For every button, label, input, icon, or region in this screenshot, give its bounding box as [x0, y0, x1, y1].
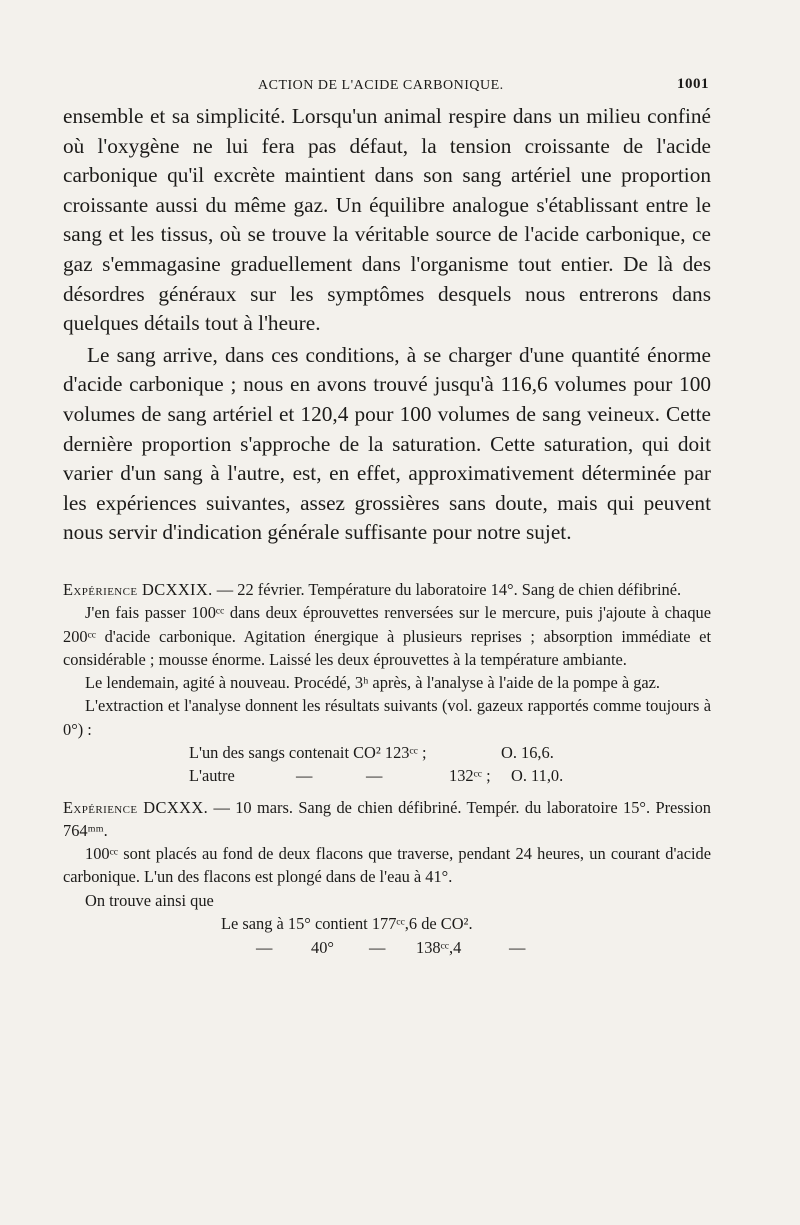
page-number: 1001 [677, 76, 709, 92]
experiment-629-label: Expérience DCXXIX. [63, 579, 213, 599]
experiment-629-para-3: L'extraction et l'analyse donnent les résultats suivants (vol. gazeux rapportés comme toujours à 0°) : [63, 696, 711, 739]
result-2-co2: 132ᶜᶜ ; [449, 766, 491, 786]
result-line-2 [63, 936, 711, 960]
result-1-oxygen: O. 16,6. [501, 742, 554, 762]
spacer [63, 788, 711, 796]
result-line-1-text: Le sang à 15° contient 177ᶜᶜ,6 de CO². [221, 914, 473, 934]
experiment-630-title: — 10 mars. Sang de chien défibriné. Tempér. du laboratoire 15°. Pression 764ᵐᵐ. [63, 797, 711, 840]
experiment-629-para-1: J'en fais passer 100ᶜᶜ dans deux éprouvettes renversées sur le mercure, puis j'ajoute à chaque 200ᶜᶜ d'acide carbonique. Agitation énergique à plusieurs reprises ; absorption immédiate et considérable ; mousse énorme. Laissé les deux éprouvettes à la température ambiante. [63, 603, 711, 669]
result-row-1 [63, 741, 711, 764]
result-2-label: L'autre [189, 766, 235, 786]
experiment-630-para-1: 100ᶜᶜ sont placés au fond de deux flacons que traverse, pendant 24 heures, un courant d'acide carbonique. L'un des flacons est plongé dans de l'eau à 41°. [63, 844, 711, 887]
result-line-2-temp: 40° [311, 938, 334, 958]
experiment-630-label: Expérience DCXXX. [63, 797, 209, 817]
result-2-dash-2: — [366, 766, 383, 786]
experiment-629-para-2: Le lendemain, agité à nouveau. Procédé, 3ʰ après, à l'analyse à l'aide de la pompe à gaz. [85, 673, 661, 693]
paragraph-2: Le sang arrive, dans ces conditions, à se charger d'une quantité énorme d'acide carbonique ; nous en avons trouvé jusqu'à 116,6 volumes pour 100 volumes de sang artériel et 120,4 pour 100 volumes de sang veineux. Cette dernière proportion s'approche de la saturation. Cette saturation, qui doit varier d'un sang à l'autre, est, en effet, approximativement déterminée par les expériences suivantes, assez grossières sans doute, mais qui peuvent nous servir d'indication générale suffisante pour notre sujet. [63, 342, 711, 545]
experiment-630-heading [63, 796, 711, 843]
paragraph-1: ensemble et sa simplicité. Lorsqu'un animal respire dans un milieu confiné où l'oxygène ne lui fera pas défaut, la tension croissante de l'acide carbonique qu'il excrète maintient dans son sang artériel une proportion croissante aussi du même gaz. Un équilibre analogue s'établissant entre le sang et les tissus, où se trouve la véritable source de l'acide carbonique, ce gaz s'emmagasine graduellement dans l'organisme tout entier. De là des désordres généraux sur les symptômes desquels nous entrerons dans quelques détails tout à l'heure. [63, 104, 711, 336]
result-1-label: L'un des sangs contenait CO² 123ᶜᶜ ; [189, 742, 427, 762]
spacer [63, 548, 711, 578]
running-title: ACTION DE L'ACIDE CARBONIQUE. [258, 78, 504, 93]
experiment-629-title: — 22 février. Température du laboratoire 14°. Sang de chien défibriné. [212, 579, 682, 599]
result-line-1 [63, 912, 711, 936]
result-2-oxygen: O. 11,0. [511, 766, 564, 786]
page [63, 72, 711, 960]
running-head [63, 72, 711, 98]
experiment-629-heading [63, 578, 711, 601]
result-line-2-dash-2: — [369, 938, 386, 958]
result-line-2-dash-1: — [256, 938, 273, 958]
experiment-630-para-2: On trouve ainsi que [85, 890, 214, 910]
result-2-dash-1: — [296, 766, 313, 786]
result-line-2-dash-3: — [509, 938, 526, 958]
result-line-2-value: 138ᶜᶜ,4 [416, 938, 462, 958]
result-row-2 [63, 764, 711, 787]
